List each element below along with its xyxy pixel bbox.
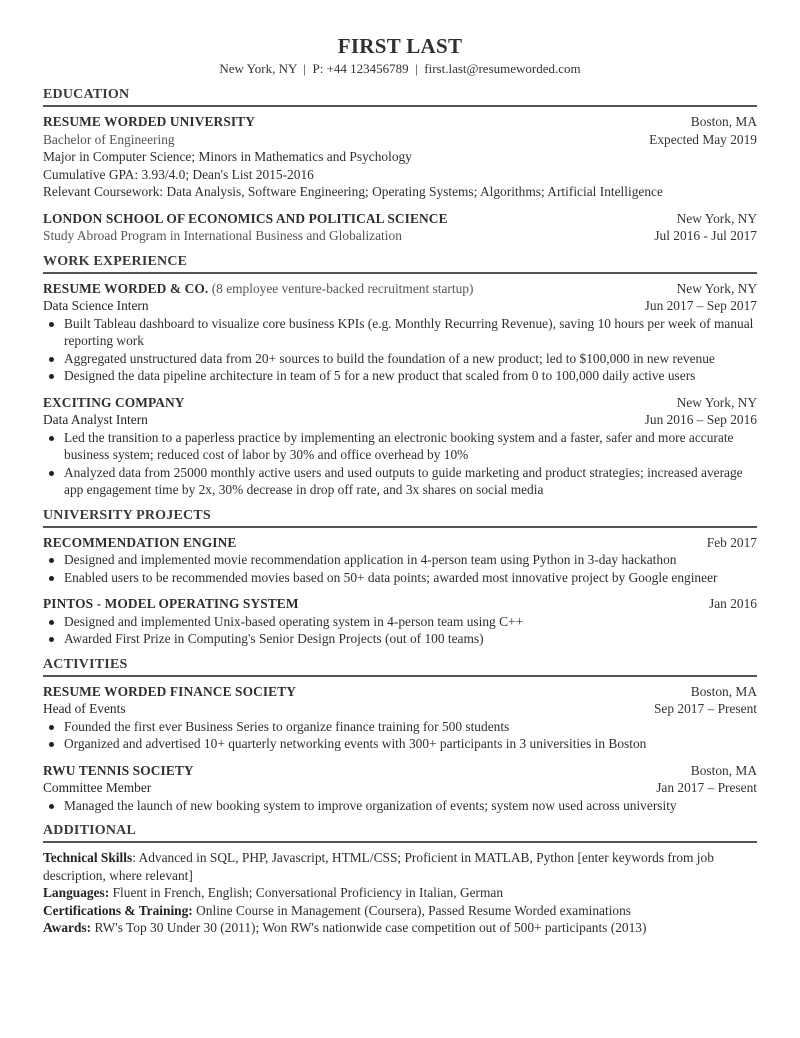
bullet-item: Organized and advertised 10+ quarterly networking events with 300+ participants in 3 universities in Boston	[43, 735, 757, 753]
separator: :	[132, 850, 139, 865]
date: Expected May 2019	[649, 131, 757, 147]
bullet-item: Designed the data pipeline architecture in team of 5 for a new product that scaled from 0 to 100,000 daily active users	[43, 367, 757, 385]
date: Sep 2017 – Present	[653, 701, 757, 716]
organization-name: RESUME WORDED FINANCE SOCIETY	[43, 683, 297, 699]
additional-item	[43, 902, 757, 920]
project-entry	[43, 595, 757, 648]
location: New York, NY	[676, 394, 757, 410]
candidate-name: FIRST LAST	[337, 34, 463, 58]
job-title: Data Analyst Intern	[43, 412, 148, 427]
additional-label: Languages:	[43, 885, 110, 900]
activity-entry	[43, 762, 757, 815]
section-title: WORK EXPERIENCE	[43, 253, 757, 274]
date: Jan 2017 – Present	[656, 780, 757, 795]
bullet-item: Founded the first ever Business Series to organize finance training for 500 students	[43, 718, 757, 736]
section-additional	[43, 822, 757, 937]
bullet-list	[43, 315, 757, 385]
bullet-item: Designed and implemented movie recommendation application in 4-person team using Python in 3-day hackathon	[43, 551, 757, 569]
company-name: EXCITING COMPANY	[43, 394, 185, 410]
work-entry	[43, 280, 757, 385]
degree: Study Abroad Program in International Business and Globalization	[43, 228, 402, 243]
section-title: EDUCATION	[43, 86, 757, 107]
additional-label: Technical Skills	[43, 850, 133, 865]
organization-name: RWU TENNIS SOCIETY	[43, 762, 194, 778]
section-university-projects	[43, 507, 757, 648]
project-name: PINTOS - MODEL OPERATING SYSTEM	[43, 596, 299, 611]
degree: Bachelor of Engineering	[43, 131, 175, 147]
education-detail: Cumulative GPA: 3.93/4.0; Dean's List 2015-2016	[43, 166, 314, 182]
section-title: ADDITIONAL	[43, 822, 757, 843]
bullet-item: Aggregated unstructured data from 20+ sources to build the foundation of a new product; led to $100,000 in new revenue	[43, 350, 757, 368]
company-name: RESUME WORDED & CO.	[43, 280, 209, 296]
project-name: RECOMMENDATION ENGINE	[43, 534, 237, 550]
date: Jun 2017 – Sep 2017	[644, 298, 757, 313]
bullet-item: Enabled users to be recommended movies based on 50+ data points; awarded most innovative project by Google engineer	[43, 569, 757, 587]
education-detail: Major in Computer Science; Minors in Mathematics and Psychology	[43, 149, 412, 164]
institution-name: LONDON SCHOOL OF ECONOMICS AND POLITICAL SCIENCE	[43, 210, 448, 226]
date: Jun 2016 – Sep 2016	[644, 412, 757, 427]
education-entry	[43, 113, 757, 201]
date: Jul 2016 - Jul 2017	[654, 228, 757, 243]
date: Feb 2017	[706, 534, 757, 550]
bullet-item: Built Tableau dashboard to visualize core business KPIs (e.g. Monthly Recurring Revenue), saving 10 hours per week of manual reporting work	[43, 315, 757, 350]
additional-item	[43, 884, 757, 902]
section-activities	[43, 656, 757, 815]
bullet-item: Analyzed data from 25000 monthly active users and used outputs to guide marketing and product strategies; increased average app engagement time by 2x, 30% decrease in drop off rate, and 3x shares on social media	[43, 464, 757, 499]
additional-text: Online Course in Management (Coursera), Passed Resume Worded examinations	[196, 902, 632, 918]
activity-role: Committee Member	[43, 780, 152, 795]
bullet-list	[43, 718, 757, 753]
job-title: Data Science Intern	[43, 298, 149, 313]
activity-role: Head of Events	[43, 701, 126, 716]
contact-info: New York, NY | P: +44 123456789 | first.last@resumeworded.com	[219, 61, 581, 76]
location: Boston, MA	[690, 762, 757, 778]
date: Jan 2016	[709, 596, 757, 611]
section-work-experience	[43, 253, 757, 499]
bullet-list	[43, 551, 757, 586]
bullet-item: Managed the launch of new booking system to improve organization of events; system now used across university	[43, 797, 757, 815]
company-note: (8 employee venture-backed recruitment startup)	[211, 280, 474, 296]
section-title: UNIVERSITY PROJECTS	[43, 507, 757, 528]
bullet-list	[43, 429, 757, 499]
project-entry	[43, 534, 757, 587]
work-entry	[43, 394, 757, 499]
location: New York, NY	[676, 210, 757, 226]
bullet-list	[43, 613, 757, 648]
additional-text: Advanced in SQL, PHP, Javascript, HTML/CSS; Proficient in MATLAB, Python [enter keywords from job description, where relevant]	[43, 850, 714, 883]
additional-item	[43, 919, 757, 937]
section-education	[43, 86, 757, 245]
additional-item	[43, 849, 757, 884]
additional-text: RW's Top 30 Under 30 (2011); Won RW's nationwide case competition out of 500+ participants (2013)	[94, 920, 647, 935]
additional-label: Certifications & Training:	[43, 902, 193, 918]
location: New York, NY	[676, 280, 757, 296]
activity-entry	[43, 683, 757, 753]
section-title: ACTIVITIES	[43, 656, 757, 677]
bullet-list	[43, 797, 757, 815]
bullet-item: Awarded First Prize in Computing's Senior Design Projects (out of 100 teams)	[43, 630, 757, 648]
additional-label: Awards:	[43, 920, 92, 935]
bullet-item: Led the transition to a paperless practice by implementing an electronic booking system and a faster, safer and more accurate business system; reduced cost of labor by 30% and office overhead by 10%	[43, 429, 757, 464]
institution-name: RESUME WORDED UNIVERSITY	[43, 114, 255, 129]
additional-text: Fluent in French, English; Conversational Proficiency in Italian, German	[112, 885, 504, 900]
location: Boston, MA	[690, 683, 757, 699]
education-entry	[43, 210, 757, 245]
bullet-item: Designed and implemented Unix-based operating system in 4-person team using C++	[43, 613, 757, 631]
education-detail: Relevant Coursework: Data Analysis, Software Engineering; Operating Systems; Algorithms; Artificial Intelligence	[43, 184, 663, 199]
location: Boston, MA	[690, 114, 757, 129]
